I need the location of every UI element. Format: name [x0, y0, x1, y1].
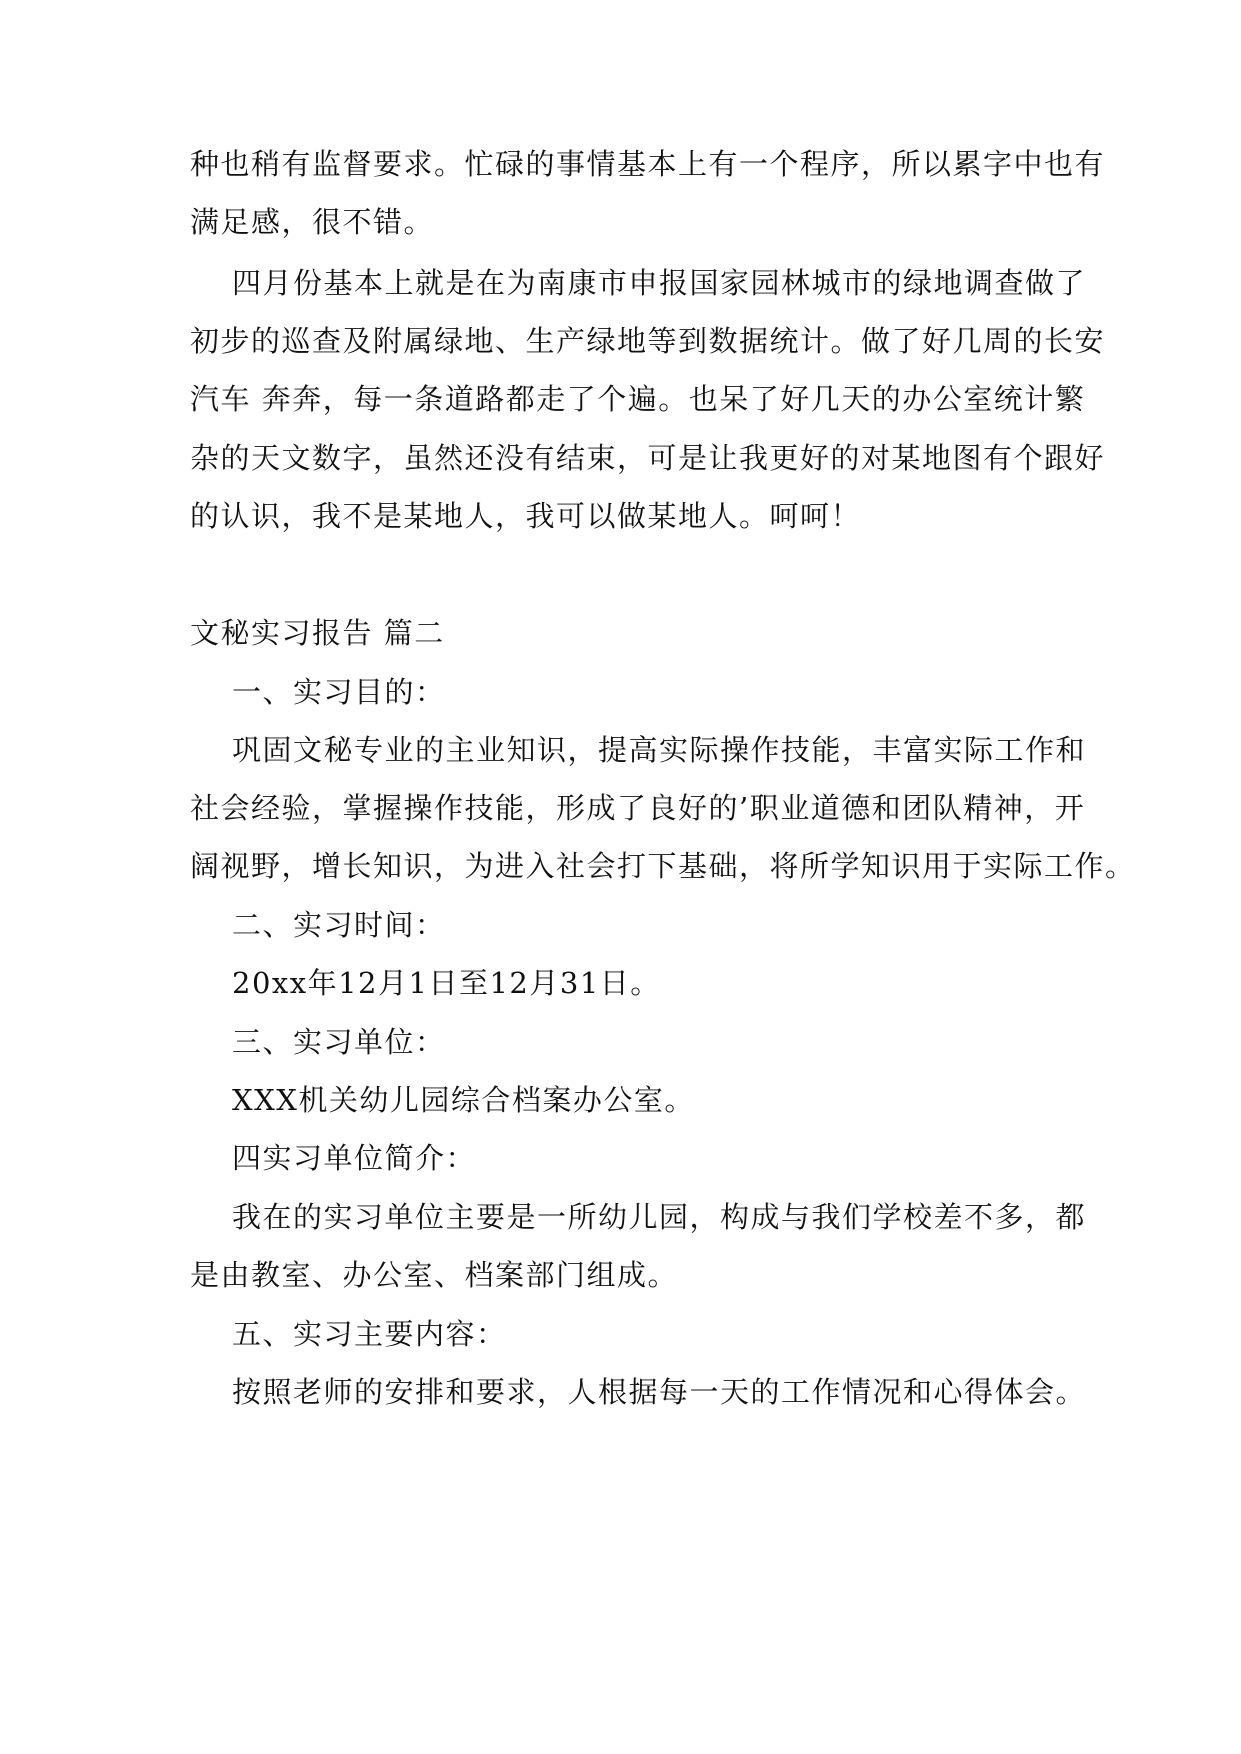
- paragraph-line: 20xx年12月1日至12月31日。: [232, 966, 661, 1000]
- paragraph-line: 杂的天文数字，虽然还没有结束，可是让我更好的对某地图有个跟好: [190, 441, 1106, 475]
- section-heading: 文秘实习报告 篇二: [190, 616, 445, 650]
- subheading: 三、实习单位：: [232, 1025, 446, 1059]
- paragraph-line: 是由教室、办公室、档案部门组成。: [190, 1258, 679, 1292]
- paragraph-line: XXX机关幼儿园综合档案办公室。: [232, 1083, 695, 1117]
- paragraph-line: 的认识，我不是某地人，我可以做某地人。呵呵！: [190, 499, 862, 533]
- subheading: 五、实习主要内容：: [232, 1317, 507, 1351]
- paragraph-line: 汽车 奔奔，每一条道路都走了个遍。也呆了好几天的办公室统计繁: [190, 382, 1086, 416]
- paragraph-line: 初步的巡查及附属绿地、生产绿地等到数据统计。做了好几周的长安: [190, 324, 1106, 358]
- paragraph-line: 按照老师的安排和要求，人根据每一天的工作情况和心得体会。: [232, 1375, 1087, 1409]
- paragraph-line: 满足感，很不错。: [190, 205, 435, 239]
- subheading: 一、实习目的：: [232, 675, 446, 709]
- subheading: 四实习单位简介：: [232, 1141, 477, 1175]
- subheading: 二、实习时间：: [232, 908, 446, 942]
- paragraph-line: 四月份基本上就是在为南康市申报国家园林城市的绿地调查做了: [232, 266, 1087, 300]
- paragraph-line: 阔视野，增长知识，为进入社会打下基础，将所学知识用于实际工作。: [190, 849, 1136, 883]
- paragraph-line: 社会经验，掌握操作技能，形成了良好的’职业道德和团队精神，开: [190, 791, 1086, 825]
- paragraph-line: 种也稍有监督要求。忙碌的事情基本上有一个程序，所以累字中也有: [190, 147, 1106, 181]
- paragraph-line: 我在的实习单位主要是一所幼儿园，构成与我们学校差不多，都: [232, 1200, 1087, 1234]
- paragraph-line: 巩固文秘专业的主业知识，提高实际操作技能，丰富实际工作和: [232, 733, 1087, 767]
